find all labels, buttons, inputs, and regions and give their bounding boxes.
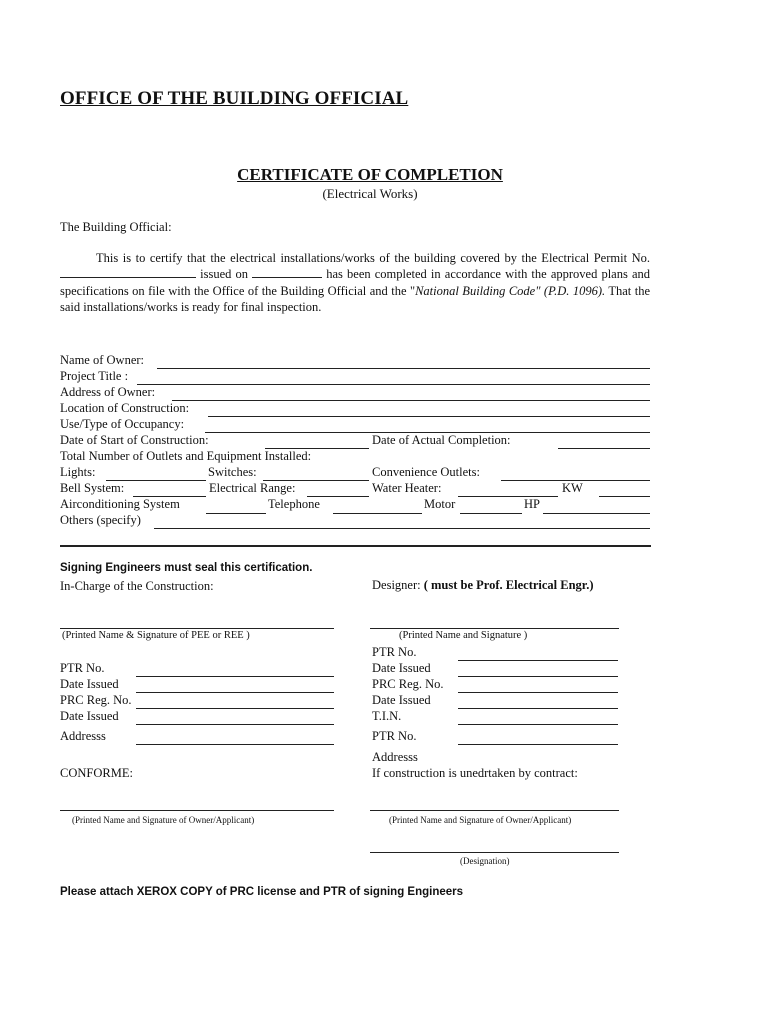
right-date-issued-2-label: Date Issued <box>372 693 431 707</box>
project-title-label: Project Title : <box>60 369 129 383</box>
right-date-issued-label: Date Issued <box>372 661 431 675</box>
right-ptr-2-label: PTR No. <box>372 729 417 743</box>
office-title: OFFICE OF THE BUILDING OFFICIAL <box>60 88 409 109</box>
total-outlets-label: Total Number of Outlets and Equipment Installed: <box>60 449 312 463</box>
left-ptr-label: PTR No. <box>60 661 105 675</box>
paragraph-part4: That the said installations/works is ready for final inspection. <box>60 283 651 315</box>
in-charge-label: In-Charge of the Construction: <box>60 579 214 593</box>
aircon-label: Airconditioning System <box>60 497 180 511</box>
paragraph-part2: issued on <box>196 267 253 282</box>
right-tin-label: T.I.N. <box>372 709 402 723</box>
conforme-label: CONFORME: <box>60 766 133 780</box>
right-address-label: Addresss <box>372 750 418 764</box>
aircon-field[interactable] <box>206 513 266 514</box>
left-date-issued-field[interactable] <box>136 692 334 693</box>
contractor-caption: (Printed Name and Signature of Owner/Applicant) <box>389 815 572 825</box>
electrical-range-label: Electrical Range: <box>209 481 296 495</box>
designer-caption: (Printed Name and Signature ) <box>399 630 528 641</box>
left-date-issued-2-label: Date Issued <box>60 709 119 723</box>
in-charge-caption: (Printed Name & Signature of PEE or REE ) <box>62 630 250 641</box>
paragraph-part3: has been completed in accordance with the approved plans and specifications on file with the Office of the Building Official and the " <box>60 267 651 298</box>
right-ptr-field[interactable] <box>458 660 618 661</box>
others-field[interactable] <box>154 528 650 529</box>
left-date-issued-label: Date Issued <box>60 677 119 691</box>
right-date-issued-field[interactable] <box>458 676 618 677</box>
address-of-owner-label: Address of Owner: <box>60 385 156 399</box>
bell-system-label: Bell System: <box>60 481 125 495</box>
right-prc-field[interactable] <box>458 692 618 693</box>
project-title-field[interactable] <box>137 384 650 385</box>
hp-unit: HP <box>524 497 540 511</box>
date-completion-field[interactable] <box>558 448 650 449</box>
left-address-field[interactable] <box>136 744 334 745</box>
left-prc-field[interactable] <box>136 708 334 709</box>
telephone-label: Telephone <box>268 497 320 511</box>
certification-paragraph <box>60 250 650 316</box>
location-label: Location of Construction: <box>60 401 190 415</box>
right-ptr-2-field[interactable] <box>458 744 618 745</box>
paragraph-italic: National Building Code" (P.D. 1096). <box>415 283 606 298</box>
address-of-owner-field[interactable] <box>172 400 650 401</box>
contractor-signature-line[interactable] <box>370 810 619 811</box>
signing-notice: Signing Engineers must seal this certification. <box>60 562 313 574</box>
name-of-owner-label: Name of Owner: <box>60 353 144 367</box>
right-ptr-label: PTR No. <box>372 645 417 659</box>
right-date-issued-2-field[interactable] <box>458 708 618 709</box>
kw-unit: KW <box>562 481 583 495</box>
certificate-subtitle: (Electrical Works) <box>322 186 418 201</box>
date-completion-label: Date of Actual Completion: <box>372 433 511 447</box>
owner-caption: (Printed Name and Signature of Owner/Applicant) <box>72 815 255 825</box>
date-start-label: Date of Start of Construction: <box>60 433 209 447</box>
designer-note: ( must be Prof. Electrical Engr.) <box>423 578 594 592</box>
salutation: The Building Official: <box>60 220 172 234</box>
water-heater-field[interactable] <box>458 496 558 497</box>
convenience-outlets-label: Convenience Outlets: <box>372 465 480 479</box>
hp-field[interactable] <box>543 513 650 514</box>
motor-label: Motor <box>424 497 456 511</box>
designer-label-group <box>372 578 594 593</box>
footer-note: Please attach XEROX COPY of PRC license and PTR of signing Engineers <box>60 886 464 898</box>
lights-label: Lights: <box>60 465 96 479</box>
switches-label: Switches: <box>208 465 257 479</box>
left-date-issued-2-field[interactable] <box>136 724 334 725</box>
paragraph-part1: This is to certify that the electrical installations/works of the building covered by the Electrical Permit No. <box>96 251 650 265</box>
designer-label: Designer: <box>372 578 424 592</box>
right-tin-field[interactable] <box>458 724 618 725</box>
kw-field[interactable] <box>599 496 650 497</box>
permit-number-blank[interactable] <box>60 267 196 278</box>
in-charge-signature-line[interactable] <box>60 628 334 629</box>
designation-caption: (Designation) <box>460 856 510 866</box>
left-prc-label: PRC Reg. No. <box>60 693 132 707</box>
location-field[interactable] <box>208 416 650 417</box>
others-label: Others (specify) <box>60 513 141 527</box>
name-of-owner-field[interactable] <box>157 368 650 369</box>
designer-signature-line[interactable] <box>370 628 619 629</box>
section-divider <box>60 545 651 547</box>
contract-note: If construction is unedrtaken by contract: <box>372 766 578 780</box>
occupancy-label: Use/Type of Occupancy: <box>60 417 185 431</box>
telephone-field[interactable] <box>333 513 422 514</box>
motor-field[interactable] <box>460 513 522 514</box>
left-ptr-field[interactable] <box>136 676 334 677</box>
left-address-label: Addresss <box>60 729 106 743</box>
issued-date-blank[interactable] <box>252 267 322 278</box>
water-heater-label: Water Heater: <box>372 481 442 495</box>
designation-line[interactable] <box>370 852 619 853</box>
owner-signature-line[interactable] <box>60 810 334 811</box>
certificate-title: CERTIFICATE OF COMPLETION <box>237 165 503 184</box>
right-prc-label: PRC Reg. No. <box>372 677 444 691</box>
